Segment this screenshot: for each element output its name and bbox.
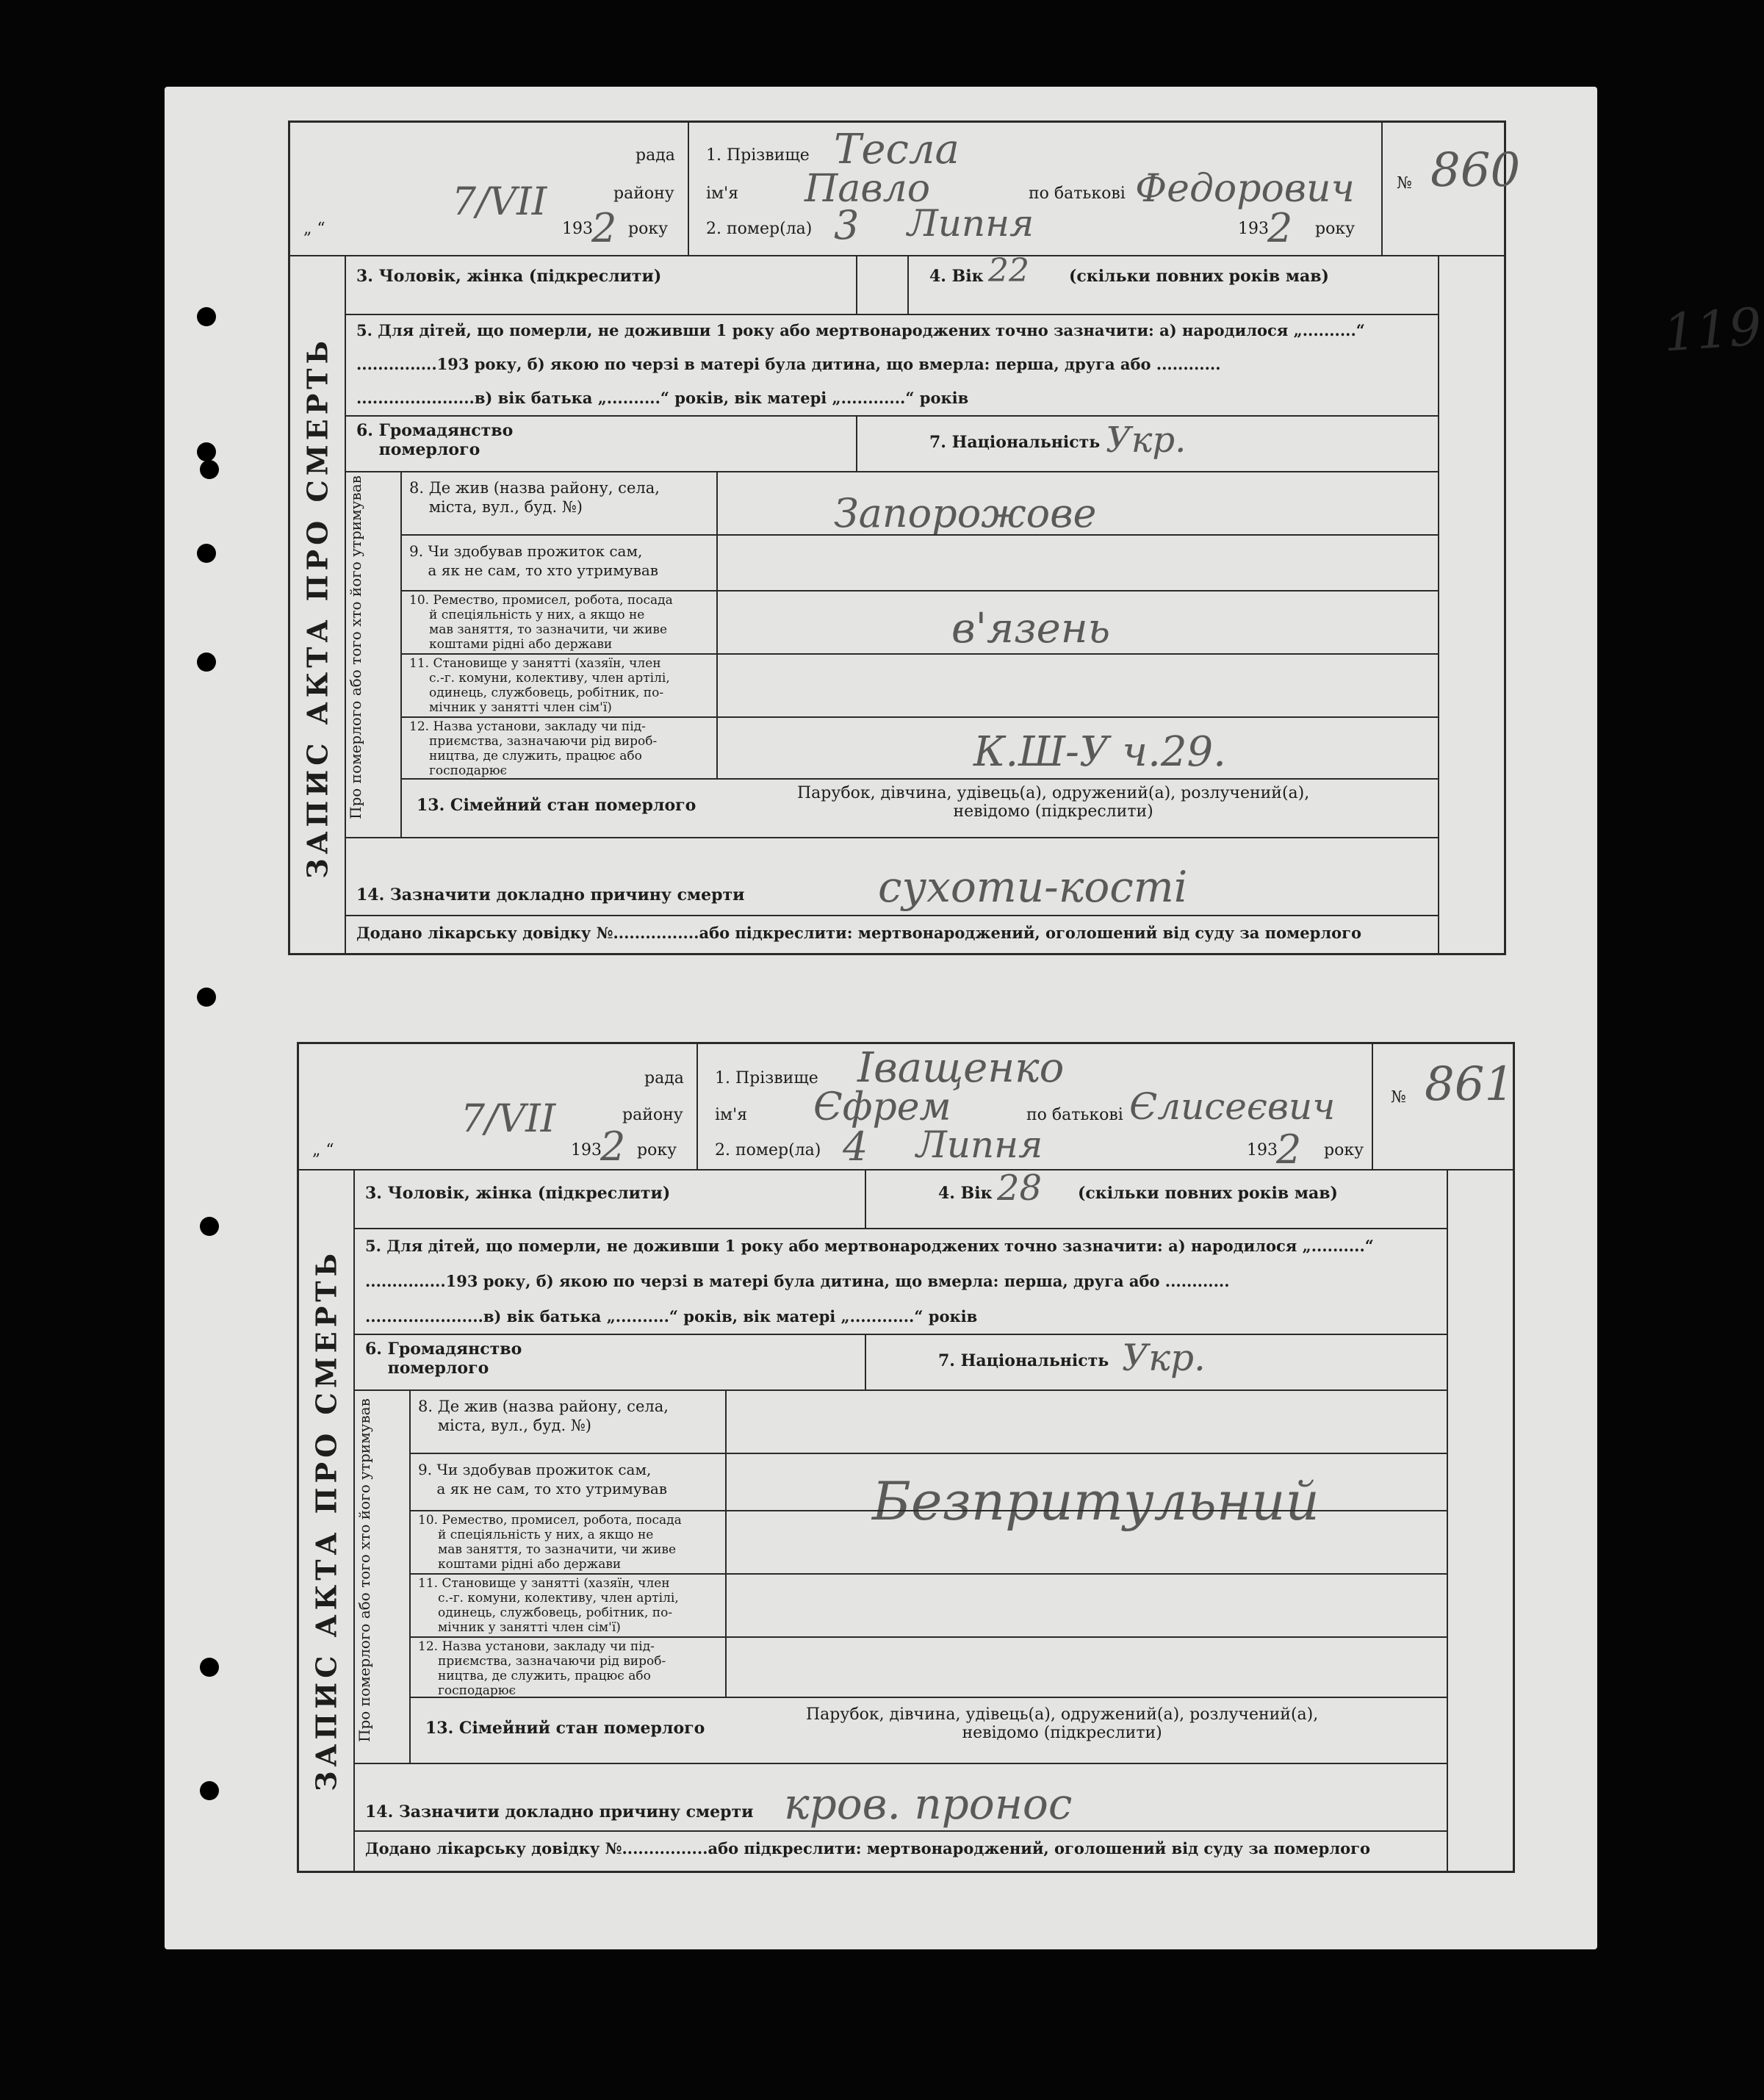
died-year-suffix: року	[1324, 1141, 1364, 1159]
rada-label: рада	[636, 146, 675, 165]
handwritten-age: 22	[988, 252, 1029, 290]
rayon-label: району	[622, 1106, 683, 1124]
handwritten-death-year: 2	[1267, 205, 1293, 251]
field-5-line3: ......................в) вік батька „..........“ років, вік матері „............“ років	[365, 1307, 978, 1326]
handwritten-surname: Тесла	[834, 126, 960, 173]
number-label: №	[1397, 174, 1412, 193]
vertical-form-title	[290, 262, 345, 953]
field-10-occupation: 10. Ремество, промисел, робота, посада й спеціяльність у них, а якщо не мав заняття, то зазначити, чи живе коштами рідні або держави	[418, 1513, 682, 1572]
field-13-marital-status: 13. Сімейний стан померлого	[417, 796, 696, 815]
handwritten-surname: Іващенко	[857, 1044, 1065, 1092]
patronymic-label: по батькові	[1026, 1106, 1123, 1124]
field-3-sex: 3. Чоловік, жінка (підкреслити)	[356, 267, 662, 286]
punch-hole	[200, 460, 219, 479]
handwritten-year: 2	[591, 205, 617, 251]
handwritten-death-day: 3	[834, 202, 860, 248]
archive-sheet	[165, 87, 1764, 1949]
punch-hole	[197, 307, 216, 326]
first-name-label: ім'я	[706, 184, 739, 203]
year-label: 193	[571, 1141, 602, 1159]
handwritten-death-month: Липня	[916, 1123, 1043, 1166]
rayon-label: району	[613, 184, 674, 203]
field-12-institution: 12. Назва установи, закладу чи під- приємства, зазначаючи рід вироб- ництва, де служить, працює або господарює	[418, 1639, 666, 1698]
field-5-line2: ...............193 року, б) якою по черзі в матері була дитина, що вмерла: перша, друга або ............	[356, 355, 1221, 373]
number-label: №	[1391, 1088, 1406, 1107]
field-6-citizenship: 6. Громадянство померлого	[365, 1340, 522, 1378]
vertical-title-text: ЗАПИС АКТА ПРО СМЕРТЬ	[309, 1248, 343, 1791]
field-4-suffix: (скільки повних років мав)	[1078, 1184, 1338, 1203]
handwritten-year: 2	[600, 1123, 626, 1170]
handwritten-first-name: Єфрем	[813, 1085, 951, 1129]
handwritten-cause: сухоти-кості	[878, 862, 1188, 912]
died-year-label: 193	[1238, 220, 1269, 238]
field-13-marital-status: 13. Сімейний стан померлого	[425, 1719, 705, 1738]
field-6-citizenship: 6. Громадянство померлого	[356, 421, 514, 459]
field-7-nationality: 7. Національність	[929, 433, 1101, 452]
field-5-line1: 5. Для дітей, що померли, не доживши 1 року або мертвонароджених точно зазначити: а) народилося „..........“	[356, 321, 1365, 339]
handwritten-death-month: Липня	[907, 202, 1034, 245]
field-4-age: 4. Вік	[938, 1184, 993, 1203]
punch-hole	[197, 442, 216, 461]
rada-label: рада	[644, 1069, 684, 1087]
died-label: 2. помер(ла)	[706, 220, 813, 238]
handwritten-record-number: 860	[1430, 143, 1521, 198]
punch-hole	[200, 1658, 219, 1677]
handwritten-age: 28	[997, 1168, 1043, 1209]
handwritten-institution: К.Ш-У ч.29.	[973, 728, 1226, 776]
field-9-livelihood: 9. Чи здобував прожиток сам, а як не сам, то хто утримував	[409, 542, 659, 579]
field-5-line3: ......................в) вік батька „..........“ років, вік матері „............“ років	[356, 389, 969, 407]
field-10-occupation: 10. Ремество, промисел, робота, посада й спеціяльність у них, а якщо не мав заняття, то зазначити, чи живе коштами рідні або держави	[409, 593, 673, 652]
page-number: 119	[1661, 296, 1764, 364]
handwritten-occupation: в'язень	[951, 605, 1111, 652]
surname-label: 1. Прізвище	[715, 1069, 818, 1087]
punch-hole	[197, 544, 216, 563]
field-5-line2: ...............193 року, б) якою по черзі в матері була дитина, що вмерла: перша, друга або ............	[365, 1272, 1230, 1290]
died-label: 2. помер(ла)	[715, 1141, 821, 1159]
field-11-position: 11. Становище у занятті (хазяїн, член с.-г. комуни, колективу, член артілі, одинець, службовець, робітник, по- мічник у занятті член сім'ї)	[418, 1576, 679, 1635]
handwritten-patronymic: Єлисеєвич	[1129, 1085, 1336, 1128]
side-label: Про померлого або того хто його утримував	[347, 475, 364, 819]
handwritten-date: 7/VII	[452, 180, 547, 224]
patronymic-label: по батькові	[1029, 184, 1126, 203]
field-14-cause: 14. Зазначити докладно причину смерти	[356, 885, 745, 905]
handwritten-death-day: 4	[843, 1123, 868, 1170]
handwritten-nationality: Укр.	[1106, 420, 1187, 461]
handwritten-date: 7/VII	[461, 1097, 556, 1141]
side-label: Про померлого або того хто його утримував	[356, 1398, 373, 1742]
punch-hole	[197, 652, 216, 672]
form-footer: Додано лікарську довідку №................або підкреслити: мертвонароджений, оголошений від суду за померлого	[365, 1839, 1371, 1858]
date-prefix: „ “	[312, 1141, 334, 1159]
handwritten-first-name: Павло	[804, 167, 931, 211]
year-suffix: року	[637, 1141, 677, 1159]
handwritten-record-number: 861	[1425, 1057, 1515, 1112]
first-name-label: ім'я	[715, 1106, 748, 1124]
handwritten-nationality: Укр.	[1122, 1337, 1206, 1379]
field-14-cause: 14. Зазначити докладно причину смерти	[365, 1802, 754, 1822]
year-label: 193	[562, 220, 593, 238]
died-year-label: 193	[1247, 1141, 1278, 1159]
vertical-title-text: ЗАПИС АКТА ПРО СМЕРТЬ	[300, 337, 334, 879]
death-record-861	[297, 1042, 1515, 1873]
form-footer: Додано лікарську довідку №................або підкреслити: мертвонароджений, оголошений від суду за померлого	[356, 924, 1362, 942]
field-13-options: Парубок, дівчина, удівець(а), одружений(а), розлучений(а), невідомо (підкреслити)	[797, 784, 1310, 821]
handwritten-occupation: Безпритульний	[872, 1470, 1320, 1532]
punch-hole	[197, 988, 216, 1007]
vertical-form-title	[299, 1169, 353, 1871]
field-4-suffix: (скільки повних років мав)	[1069, 267, 1329, 286]
handwritten-cause: кров. пронос	[784, 1779, 1073, 1829]
punch-hole	[200, 1781, 219, 1800]
field-9-livelihood: 9. Чи здобував прожиток сам, а як не сам, то хто утримував	[418, 1461, 668, 1497]
field-5-line1: 5. Для дітей, що померли, не доживши 1 року або мертвонароджених точно зазначити: а) народилося „..........“	[365, 1237, 1374, 1255]
year-suffix: року	[628, 220, 669, 238]
died-year-suffix: року	[1315, 220, 1356, 238]
handwritten-residence: Запорожове	[834, 490, 1097, 536]
field-8-residence: 8. Де жив (назва району, села, міста, вул., буд. №)	[409, 479, 660, 516]
field-11-position: 11. Становище у занятті (хазяїн, член с.-г. комуни, колективу, член артілі, одинець, службовець, робітник, по- мічник у занятті член сім'ї)	[409, 656, 670, 715]
handwritten-patronymic: Федорович	[1135, 167, 1355, 211]
field-3-sex: 3. Чоловік, жінка (підкреслити)	[365, 1184, 671, 1203]
death-record-860	[288, 121, 1521, 955]
handwritten-death-year: 2	[1276, 1126, 1302, 1173]
field-7-nationality: 7. Національність	[938, 1351, 1109, 1370]
date-prefix: „ “	[303, 220, 325, 238]
surname-label: 1. Прізвище	[706, 146, 810, 165]
field-4-age: 4. Вік	[929, 267, 984, 286]
field-13-options: Парубок, дівчина, удівець(а), одружений(а), розлучений(а), невідомо (підкреслити)	[806, 1705, 1319, 1742]
punch-hole	[200, 1217, 219, 1236]
field-8-residence: 8. Де жив (назва району, села, міста, вул., буд. №)	[418, 1398, 669, 1434]
field-12-institution: 12. Назва установи, закладу чи під- приємства, зазначаючи рід вироб- ництва, де служить, працює або господарює	[409, 719, 658, 778]
